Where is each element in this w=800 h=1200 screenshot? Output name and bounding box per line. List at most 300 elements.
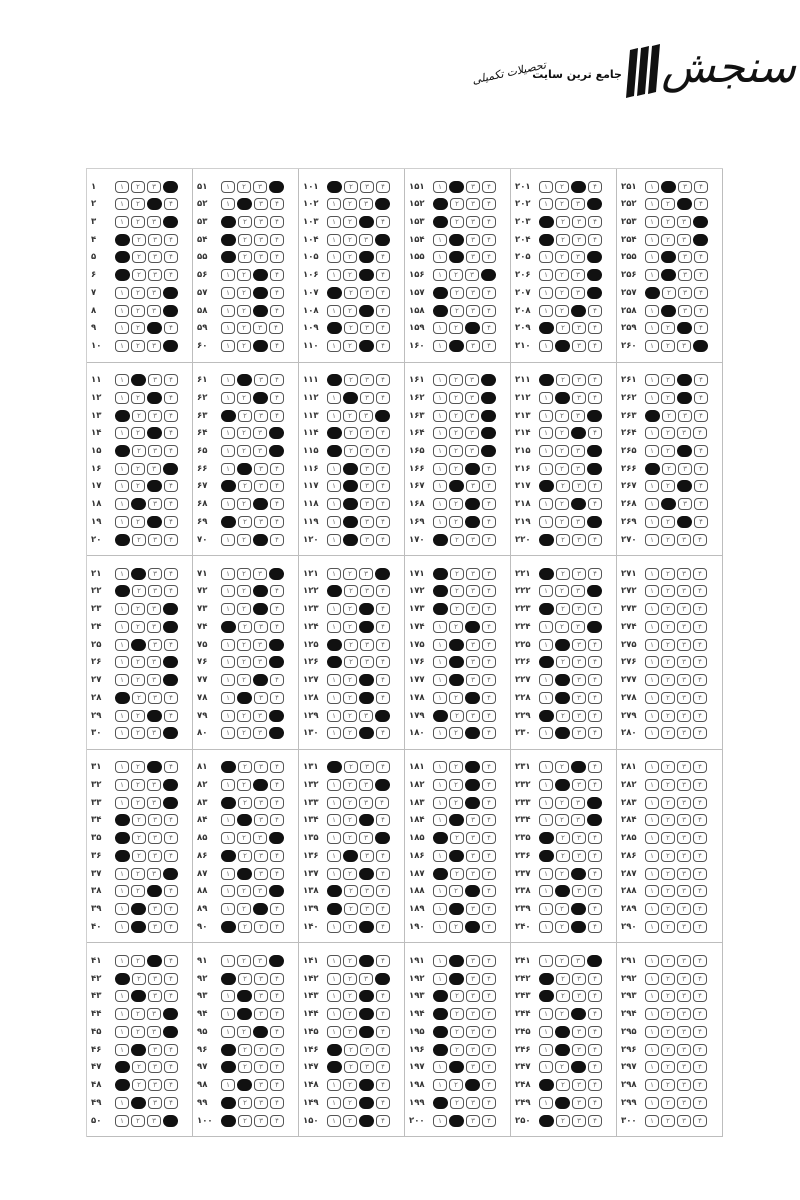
- answer-bubble[interactable]: ۳: [677, 1115, 691, 1127]
- answer-bubble[interactable]: ۳: [677, 903, 691, 915]
- answer-bubble[interactable]: ۳: [466, 990, 480, 1002]
- answer-bubble-filled[interactable]: [253, 585, 268, 597]
- answer-bubble[interactable]: ۲: [661, 1008, 675, 1020]
- answer-bubble[interactable]: ۱: [645, 216, 659, 228]
- answer-bubble[interactable]: ۳: [466, 1115, 480, 1127]
- answer-bubble[interactable]: ۳: [677, 727, 691, 739]
- answer-bubble[interactable]: ۲: [344, 585, 358, 597]
- answer-bubble[interactable]: ۳: [360, 1061, 374, 1073]
- answer-bubble[interactable]: ۲: [556, 234, 570, 246]
- answer-bubble-filled[interactable]: [327, 322, 342, 334]
- answer-bubble[interactable]: ۴: [270, 216, 284, 228]
- answer-bubble[interactable]: ۲: [556, 710, 570, 722]
- answer-bubble[interactable]: ۴: [482, 710, 496, 722]
- answer-bubble-filled[interactable]: [359, 1026, 374, 1038]
- answer-bubble[interactable]: ۱: [327, 868, 341, 880]
- answer-bubble[interactable]: ۳: [572, 710, 586, 722]
- answer-bubble[interactable]: ۲: [238, 516, 252, 528]
- answer-bubble[interactable]: ۳: [572, 374, 586, 386]
- answer-bubble[interactable]: ۴: [588, 216, 602, 228]
- answer-bubble-filled[interactable]: [661, 498, 676, 510]
- answer-bubble[interactable]: ۱: [221, 710, 235, 722]
- answer-bubble[interactable]: ۱: [221, 463, 235, 475]
- answer-bubble-filled[interactable]: [343, 498, 358, 510]
- answer-bubble[interactable]: ۴: [376, 727, 390, 739]
- answer-bubble[interactable]: ۳: [254, 1079, 268, 1091]
- answer-bubble[interactable]: ۲: [662, 287, 676, 299]
- answer-bubble-filled[interactable]: [115, 973, 130, 985]
- answer-bubble[interactable]: ۴: [482, 797, 496, 809]
- answer-bubble-filled[interactable]: [131, 568, 146, 580]
- answer-bubble[interactable]: ۲: [449, 797, 463, 809]
- answer-bubble[interactable]: ۲: [556, 322, 570, 334]
- answer-bubble-filled[interactable]: [343, 534, 358, 546]
- answer-bubble[interactable]: ۳: [466, 305, 480, 317]
- answer-bubble[interactable]: ۱: [645, 797, 659, 809]
- answer-bubble[interactable]: ۳: [466, 955, 480, 967]
- answer-bubble[interactable]: ۴: [376, 216, 390, 228]
- answer-bubble[interactable]: ۳: [360, 498, 374, 510]
- answer-bubble[interactable]: ۱: [221, 832, 235, 844]
- answer-bubble[interactable]: ۲: [661, 1079, 675, 1091]
- answer-bubble-filled[interactable]: [237, 374, 252, 386]
- answer-bubble[interactable]: ۲: [555, 516, 569, 528]
- answer-bubble[interactable]: ۱: [221, 727, 235, 739]
- answer-bubble[interactable]: ۲: [238, 850, 252, 862]
- answer-bubble[interactable]: ۲: [661, 674, 675, 686]
- answer-bubble-filled[interactable]: [115, 534, 130, 546]
- answer-bubble[interactable]: ۴: [376, 251, 390, 263]
- answer-bubble[interactable]: ۴: [694, 463, 708, 475]
- answer-bubble[interactable]: ۱: [645, 568, 659, 580]
- answer-bubble[interactable]: ۴: [270, 903, 284, 915]
- answer-bubble-filled[interactable]: [131, 903, 146, 915]
- answer-bubble[interactable]: ۱: [115, 392, 129, 404]
- answer-bubble-filled[interactable]: [343, 516, 358, 528]
- answer-bubble-filled[interactable]: [375, 832, 390, 844]
- answer-bubble-filled[interactable]: [433, 305, 448, 317]
- answer-bubble[interactable]: ۲: [237, 656, 251, 668]
- answer-bubble[interactable]: ۴: [482, 463, 496, 475]
- answer-bubble[interactable]: ۱: [433, 498, 447, 510]
- answer-bubble[interactable]: ۲: [450, 1044, 464, 1056]
- answer-bubble[interactable]: ۴: [588, 850, 602, 862]
- answer-bubble[interactable]: ۲: [237, 427, 251, 439]
- answer-bubble[interactable]: ۱: [433, 181, 447, 193]
- answer-bubble[interactable]: ۲: [344, 761, 358, 773]
- answer-bubble[interactable]: ۱: [327, 410, 341, 422]
- answer-bubble[interactable]: ۳: [677, 674, 691, 686]
- answer-bubble[interactable]: ۱: [327, 516, 341, 528]
- answer-bubble[interactable]: ۲: [450, 1097, 464, 1109]
- answer-bubble-filled[interactable]: [539, 322, 554, 334]
- answer-bubble[interactable]: ۱: [539, 392, 553, 404]
- answer-bubble[interactable]: ۳: [466, 973, 480, 985]
- answer-bubble[interactable]: ۴: [588, 340, 602, 352]
- answer-bubble[interactable]: ۲: [661, 692, 675, 704]
- answer-bubble[interactable]: ۳: [678, 181, 692, 193]
- answer-bubble-filled[interactable]: [587, 269, 602, 281]
- answer-bubble[interactable]: ۴: [588, 1079, 602, 1091]
- answer-bubble[interactable]: ۲: [237, 779, 251, 791]
- answer-bubble[interactable]: ۲: [449, 269, 463, 281]
- answer-bubble-filled[interactable]: [677, 480, 692, 492]
- answer-bubble[interactable]: ۱: [645, 340, 659, 352]
- answer-bubble[interactable]: ۳: [677, 761, 691, 773]
- answer-bubble[interactable]: ۴: [588, 639, 602, 651]
- answer-bubble[interactable]: ۴: [482, 305, 496, 317]
- answer-bubble[interactable]: ۲: [343, 603, 357, 615]
- answer-bubble-filled[interactable]: [465, 921, 480, 933]
- answer-bubble[interactable]: ۳: [254, 1061, 268, 1073]
- answer-bubble[interactable]: ۳: [677, 603, 691, 615]
- answer-bubble[interactable]: ۱: [115, 463, 129, 475]
- answer-bubble[interactable]: ۳: [148, 251, 162, 263]
- answer-bubble[interactable]: ۳: [677, 568, 691, 580]
- answer-bubble[interactable]: ۲: [237, 287, 251, 299]
- answer-bubble[interactable]: ۱: [327, 568, 341, 580]
- answer-bubble[interactable]: ۳: [147, 287, 161, 299]
- answer-bubble[interactable]: ۲: [343, 216, 357, 228]
- answer-bubble[interactable]: ۳: [148, 692, 162, 704]
- answer-bubble[interactable]: ۱: [645, 498, 659, 510]
- answer-bubble[interactable]: ۴: [164, 955, 178, 967]
- answer-bubble[interactable]: ۳: [466, 534, 480, 546]
- answer-bubble[interactable]: ۴: [588, 392, 602, 404]
- answer-bubble[interactable]: ۳: [572, 832, 586, 844]
- answer-bubble[interactable]: ۲: [132, 1061, 146, 1073]
- answer-bubble[interactable]: ۲: [661, 727, 675, 739]
- answer-bubble[interactable]: ۱: [115, 990, 129, 1002]
- answer-bubble[interactable]: ۲: [450, 216, 464, 228]
- answer-bubble[interactable]: ۳: [360, 656, 374, 668]
- answer-bubble[interactable]: ۲: [238, 1061, 252, 1073]
- answer-bubble-filled[interactable]: [555, 885, 570, 897]
- answer-bubble[interactable]: ۱: [327, 534, 341, 546]
- answer-bubble[interactable]: ۴: [482, 868, 496, 880]
- answer-bubble[interactable]: ۳: [147, 305, 161, 317]
- answer-bubble-filled[interactable]: [449, 674, 464, 686]
- answer-bubble[interactable]: ۴: [694, 498, 708, 510]
- answer-bubble[interactable]: ۳: [677, 1097, 691, 1109]
- answer-bubble[interactable]: ۳: [360, 1044, 374, 1056]
- answer-bubble-filled[interactable]: [359, 621, 374, 633]
- answer-bubble[interactable]: ۱: [433, 692, 447, 704]
- answer-bubble[interactable]: ۴: [376, 1115, 390, 1127]
- answer-bubble-filled[interactable]: [375, 779, 390, 791]
- answer-bubble[interactable]: ۴: [482, 480, 496, 492]
- answer-bubble[interactable]: ۳: [572, 216, 586, 228]
- answer-bubble[interactable]: ۲: [661, 603, 675, 615]
- answer-bubble-filled[interactable]: [677, 374, 692, 386]
- answer-bubble[interactable]: ۱: [539, 269, 553, 281]
- answer-bubble[interactable]: ۱: [433, 251, 447, 263]
- answer-bubble[interactable]: ۳: [148, 568, 162, 580]
- answer-bubble-filled[interactable]: [269, 656, 284, 668]
- answer-bubble[interactable]: ۲: [132, 814, 146, 826]
- answer-bubble-filled[interactable]: [359, 990, 374, 1002]
- answer-bubble[interactable]: ۳: [465, 392, 479, 404]
- answer-bubble-filled[interactable]: [163, 305, 178, 317]
- answer-bubble[interactable]: ۲: [449, 692, 463, 704]
- answer-bubble[interactable]: ۳: [148, 973, 162, 985]
- answer-bubble-filled[interactable]: [587, 198, 602, 210]
- answer-bubble[interactable]: ۳: [359, 973, 373, 985]
- answer-bubble[interactable]: ۳: [572, 727, 586, 739]
- answer-bubble[interactable]: ۲: [661, 639, 675, 651]
- answer-bubble-filled[interactable]: [359, 921, 374, 933]
- answer-bubble[interactable]: ۱: [645, 516, 659, 528]
- answer-bubble[interactable]: ۳: [360, 322, 374, 334]
- answer-bubble[interactable]: ۲: [450, 1008, 464, 1020]
- answer-bubble[interactable]: ۳: [254, 990, 268, 1002]
- answer-bubble[interactable]: ۴: [588, 1026, 602, 1038]
- answer-bubble[interactable]: ۳: [678, 251, 692, 263]
- answer-bubble[interactable]: ۱: [115, 498, 129, 510]
- answer-bubble-filled[interactable]: [163, 463, 178, 475]
- answer-bubble-filled[interactable]: [163, 287, 178, 299]
- answer-bubble-filled[interactable]: [237, 1008, 252, 1020]
- answer-bubble[interactable]: ۱: [539, 885, 553, 897]
- answer-bubble[interactable]: ۱: [115, 868, 129, 880]
- answer-bubble[interactable]: ۲: [555, 427, 569, 439]
- answer-bubble[interactable]: ۱: [221, 568, 235, 580]
- answer-bubble[interactable]: ۲: [237, 603, 251, 615]
- answer-bubble[interactable]: ۲: [131, 955, 145, 967]
- answer-bubble-filled[interactable]: [253, 340, 268, 352]
- answer-bubble[interactable]: ۱: [433, 1115, 447, 1127]
- answer-bubble-filled[interactable]: [221, 761, 236, 773]
- answer-bubble-filled[interactable]: [661, 305, 676, 317]
- answer-bubble[interactable]: ۳: [677, 621, 691, 633]
- answer-bubble-filled[interactable]: [221, 850, 236, 862]
- answer-bubble[interactable]: ۲: [131, 216, 145, 228]
- answer-bubble-filled[interactable]: [359, 727, 374, 739]
- answer-bubble[interactable]: ۲: [555, 269, 569, 281]
- answer-bubble[interactable]: ۱: [327, 216, 341, 228]
- answer-bubble[interactable]: ۱: [221, 269, 235, 281]
- answer-bubble[interactable]: ۴: [694, 410, 708, 422]
- answer-bubble[interactable]: ۲: [555, 445, 569, 457]
- answer-bubble[interactable]: ۲: [131, 885, 145, 897]
- answer-bubble-filled[interactable]: [571, 761, 586, 773]
- answer-bubble[interactable]: ۴: [693, 621, 707, 633]
- answer-bubble[interactable]: ۳: [572, 1097, 586, 1109]
- answer-bubble[interactable]: ۴: [693, 727, 707, 739]
- answer-bubble[interactable]: ۲: [449, 621, 463, 633]
- answer-bubble-filled[interactable]: [147, 885, 162, 897]
- answer-bubble[interactable]: ۴: [482, 850, 496, 862]
- answer-bubble[interactable]: ۴: [693, 1044, 707, 1056]
- answer-bubble[interactable]: ۲: [343, 710, 357, 722]
- answer-bubble[interactable]: ۳: [677, 832, 691, 844]
- answer-bubble[interactable]: ۴: [376, 639, 390, 651]
- answer-bubble[interactable]: ۴: [482, 1008, 496, 1020]
- answer-bubble[interactable]: ۱: [433, 674, 447, 686]
- answer-bubble[interactable]: ۲: [344, 445, 358, 457]
- answer-bubble[interactable]: ۱: [539, 1061, 553, 1073]
- answer-bubble[interactable]: ۳: [148, 445, 162, 457]
- answer-bubble-filled[interactable]: [539, 710, 554, 722]
- answer-bubble-filled[interactable]: [253, 498, 268, 510]
- answer-bubble[interactable]: ۲: [556, 216, 570, 228]
- answer-bubble[interactable]: ۲: [131, 603, 145, 615]
- answer-bubble[interactable]: ۴: [588, 181, 602, 193]
- answer-bubble[interactable]: ۲: [344, 374, 358, 386]
- answer-bubble[interactable]: ۱: [115, 1044, 129, 1056]
- answer-bubble[interactable]: ۴: [164, 1061, 178, 1073]
- answer-bubble[interactable]: ۴: [482, 585, 496, 597]
- answer-bubble[interactable]: ۴: [376, 621, 390, 633]
- answer-bubble[interactable]: ۴: [482, 603, 496, 615]
- answer-bubble[interactable]: ۱: [221, 181, 235, 193]
- answer-bubble[interactable]: ۱: [645, 761, 659, 773]
- answer-bubble-filled[interactable]: [163, 674, 178, 686]
- answer-bubble[interactable]: ۴: [482, 674, 496, 686]
- answer-bubble[interactable]: ۱: [327, 1115, 341, 1127]
- answer-bubble[interactable]: ۳: [360, 516, 374, 528]
- answer-bubble-filled[interactable]: [327, 445, 342, 457]
- answer-bubble[interactable]: ۱: [539, 585, 553, 597]
- answer-bubble[interactable]: ۲: [343, 234, 357, 246]
- answer-bubble[interactable]: ۱: [433, 427, 447, 439]
- answer-bubble[interactable]: ۳: [572, 534, 586, 546]
- answer-bubble[interactable]: ۱: [327, 251, 341, 263]
- answer-bubble-filled[interactable]: [571, 1061, 586, 1073]
- answer-bubble[interactable]: ۳: [359, 779, 373, 791]
- answer-bubble[interactable]: ۳: [677, 797, 691, 809]
- answer-bubble[interactable]: ۲: [238, 797, 252, 809]
- answer-bubble[interactable]: ۳: [571, 251, 585, 263]
- answer-bubble[interactable]: ۲: [238, 410, 252, 422]
- answer-bubble[interactable]: ۴: [588, 568, 602, 580]
- answer-bubble[interactable]: ۲: [344, 427, 358, 439]
- answer-bubble[interactable]: ۲: [449, 1079, 463, 1091]
- answer-bubble[interactable]: ۲: [555, 463, 569, 475]
- answer-bubble[interactable]: ۴: [482, 990, 496, 1002]
- answer-bubble-filled[interactable]: [359, 216, 374, 228]
- answer-bubble-filled[interactable]: [147, 322, 162, 334]
- answer-bubble[interactable]: ۴: [164, 639, 178, 651]
- answer-bubble[interactable]: ۳: [148, 1097, 162, 1109]
- answer-bubble[interactable]: ۳: [148, 498, 162, 510]
- answer-bubble[interactable]: ۱: [645, 305, 659, 317]
- answer-bubble-filled[interactable]: [359, 814, 374, 826]
- answer-bubble[interactable]: ۳: [254, 251, 268, 263]
- answer-bubble[interactable]: ۱: [327, 973, 341, 985]
- answer-bubble[interactable]: ۴: [376, 392, 390, 404]
- answer-bubble[interactable]: ۱: [539, 621, 553, 633]
- answer-bubble[interactable]: ۴: [482, 656, 496, 668]
- answer-bubble[interactable]: ۲: [661, 198, 675, 210]
- answer-bubble-filled[interactable]: [115, 832, 130, 844]
- answer-bubble[interactable]: ۴: [270, 516, 284, 528]
- answer-bubble[interactable]: ۳: [359, 797, 373, 809]
- answer-bubble[interactable]: ۴: [270, 973, 284, 985]
- answer-bubble-filled[interactable]: [539, 234, 554, 246]
- answer-bubble[interactable]: ۳: [466, 287, 480, 299]
- answer-bubble-filled[interactable]: [587, 516, 602, 528]
- answer-bubble[interactable]: ۳: [253, 445, 267, 457]
- answer-bubble-filled[interactable]: [221, 1097, 236, 1109]
- answer-bubble[interactable]: ۲: [661, 392, 675, 404]
- answer-bubble-filled[interactable]: [465, 463, 480, 475]
- answer-bubble[interactable]: ۲: [344, 1061, 358, 1073]
- answer-bubble[interactable]: ۱: [433, 392, 447, 404]
- answer-bubble[interactable]: ۴: [164, 1044, 178, 1056]
- answer-bubble[interactable]: ۱: [327, 603, 341, 615]
- answer-bubble-filled[interactable]: [465, 1079, 480, 1091]
- answer-bubble-filled[interactable]: [571, 903, 586, 915]
- answer-bubble[interactable]: ۱: [433, 797, 447, 809]
- answer-bubble[interactable]: ۱: [327, 797, 341, 809]
- answer-bubble[interactable]: ۲: [131, 392, 145, 404]
- answer-bubble-filled[interactable]: [359, 1079, 374, 1091]
- answer-bubble[interactable]: ۱: [327, 832, 341, 844]
- answer-bubble[interactable]: ۳: [254, 234, 268, 246]
- answer-bubble[interactable]: ۲: [132, 234, 146, 246]
- answer-bubble[interactable]: ۱: [645, 603, 659, 615]
- answer-bubble[interactable]: ۴: [482, 516, 496, 528]
- answer-bubble[interactable]: ۳: [677, 427, 691, 439]
- answer-bubble-filled[interactable]: [221, 1115, 236, 1127]
- answer-bubble-filled[interactable]: [221, 251, 236, 263]
- answer-bubble[interactable]: ۲: [661, 814, 675, 826]
- answer-bubble[interactable]: ۲: [344, 885, 358, 897]
- answer-bubble[interactable]: ۱: [115, 797, 129, 809]
- answer-bubble[interactable]: ۳: [359, 234, 373, 246]
- answer-bubble[interactable]: ۴: [164, 234, 178, 246]
- answer-bubble[interactable]: ۴: [482, 761, 496, 773]
- answer-bubble-filled[interactable]: [449, 639, 464, 651]
- answer-bubble[interactable]: ۳: [677, 779, 691, 791]
- answer-bubble[interactable]: ۴: [482, 534, 496, 546]
- answer-bubble[interactable]: ۴: [693, 427, 707, 439]
- answer-bubble[interactable]: ۳: [254, 480, 268, 492]
- answer-bubble-filled[interactable]: [481, 427, 496, 439]
- answer-bubble[interactable]: ۲: [449, 516, 463, 528]
- answer-bubble[interactable]: ۴: [376, 269, 390, 281]
- answer-bubble[interactable]: ۱: [221, 955, 235, 967]
- answer-bubble[interactable]: ۲: [449, 921, 463, 933]
- answer-bubble[interactable]: ۳: [571, 516, 585, 528]
- answer-bubble[interactable]: ۴: [482, 198, 496, 210]
- answer-bubble[interactable]: ۴: [376, 585, 390, 597]
- answer-bubble-filled[interactable]: [571, 181, 586, 193]
- answer-bubble[interactable]: ۲: [237, 498, 251, 510]
- answer-bubble-filled[interactable]: [375, 710, 390, 722]
- answer-bubble[interactable]: ۴: [693, 955, 707, 967]
- answer-bubble-filled[interactable]: [465, 885, 480, 897]
- answer-bubble[interactable]: ۱: [327, 727, 341, 739]
- answer-bubble[interactable]: ۴: [270, 779, 284, 791]
- answer-bubble-filled[interactable]: [465, 498, 480, 510]
- answer-bubble[interactable]: ۱: [327, 1026, 341, 1038]
- answer-bubble[interactable]: ۲: [450, 585, 464, 597]
- answer-bubble[interactable]: ۴: [693, 832, 707, 844]
- answer-bubble[interactable]: ۴: [164, 322, 178, 334]
- answer-bubble-filled[interactable]: [115, 410, 130, 422]
- answer-bubble[interactable]: ۴: [693, 885, 707, 897]
- answer-bubble[interactable]: ۳: [571, 445, 585, 457]
- answer-bubble-filled[interactable]: [661, 269, 676, 281]
- answer-bubble-filled[interactable]: [131, 639, 146, 651]
- answer-bubble[interactable]: ۲: [661, 1026, 675, 1038]
- answer-bubble[interactable]: ۴: [588, 1044, 602, 1056]
- answer-bubble-filled[interactable]: [465, 692, 480, 704]
- answer-bubble-filled[interactable]: [327, 181, 342, 193]
- answer-bubble[interactable]: ۴: [376, 656, 390, 668]
